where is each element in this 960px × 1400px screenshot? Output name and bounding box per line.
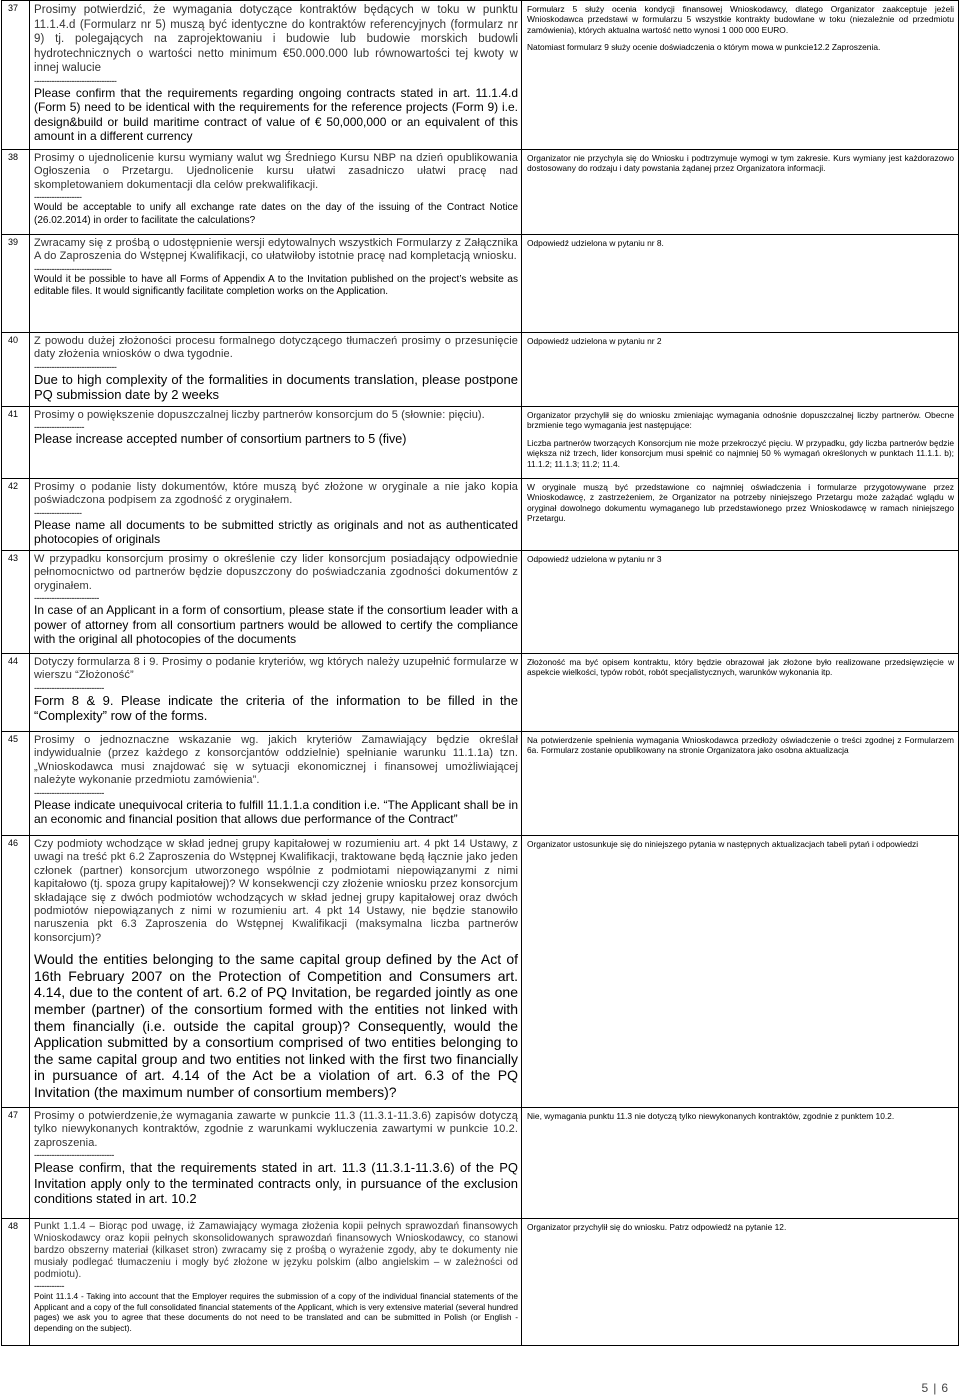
question-polish: Czy podmioty wchodzące w skład jednej grupy kapitałowej w rozumieniu art. 4 pkt 14 Ustawy, z uwagi na treść pkt 6.2 Zaproszenia do Wstępnej Kwalifikacji, traktowane będą łącznie jako jeden członek (partner) konsorcjum utworzonego wspólnie z podmiotami niepowiązanymi z nimi kapitałowo (tj. spoza grupy kapitałowej)? W konsekwencji czy złożenie wniosku przez konsorcjum składające się z dwóch podmiotów wchodzących w skład jednej grupy kapitałowej oraz dwóch podmiotów niepowiązanych z nimi w rozumieniu art. 4 pkt 14 Ustawy, nie będzie stanowiło naruszenia pkt 6.3 Zaproszenia do Wstępnej Kwalifikacji (maksymalna liczba partnerów konsorcjum)? <box>34 838 518 944</box>
separator: ------------ <box>34 1281 64 1292</box>
question-english: In case of an Applicant in a form of consortium, please state if the consortium leader with a power of attorney from all consortium partners would be allowed to certify the compliance with the original all photocopies of the documents <box>34 603 518 647</box>
total-pages: 6 <box>941 1381 948 1395</box>
question-number: 45 <box>2 732 30 836</box>
table-row <box>2 407 959 479</box>
answer-text: Organizator przychylił się do wniosku zmieniając wymagania odnośnie dopuszczalnej liczby partnerów. Obecne brzmienie tego wymagania jest następujące: <box>527 410 954 431</box>
separator: ---------------------------- <box>34 787 104 798</box>
question-polish: Prosimy o podanie listy dokumentów, które muszą być złożone w oryginale a nie jako kopia poświadczona podpisem za zgodność z oryginałem. <box>34 481 518 507</box>
question-english: Due to high complexity of the formalities in documents translation, please postpone PQ submission date by 2 weeks <box>34 371 518 403</box>
question-number: 38 <box>2 150 30 235</box>
question-number: 41 <box>2 407 30 479</box>
question-number: 46 <box>2 836 30 1108</box>
question-number: 48 <box>2 1219 30 1346</box>
question-english: Please indicate unequivocal criteria to fulfill 11.1.1.a condition i.e. “The Applicant shall be in an economic and financial position that allows due performance of the Contract” <box>34 797 518 827</box>
question-english: Please confirm that the requirements regarding ongoing contracts stated in art. 11.1.4.d (Form 5) need to be identical with the requirements for the reference projects (Form 9) i.e. design&build or build maritime contract of value of € 50,000,000 or an equivalent of this amount in a different currency <box>34 85 518 143</box>
separator: -------------------------------- <box>34 1150 114 1161</box>
answer-text: Liczba partnerów tworzących Konsorcjum nie może przekroczyć pięciu. W przypadku, gdy liczba partnerów będzie większa niż trzech, lider konsorcjum musi spełnić co najmniej 50 % wymagań określonych w punktach 11.1.1. b); 11.1.2; 11.1.3; 11.2; 11.4. <box>527 437 954 469</box>
question-polish: Zwracamy się z prośbą o udostępnienie wersji edytowalnych wszystkich Formularzy z Załącznika A do Zaproszenia do Wstępnej Kwalifikacji, co ułatwiłoby istotnie pracę nad kompletacją wniosku. <box>34 237 518 263</box>
question-number: 39 <box>2 235 30 333</box>
question-english: Would the entities belonging to the same capital group defined by the Act of 16th February 2007 on the Protection of Competition and Consumers art. 4.14, due to the content of art. 6.2 of PQ Invitation, be regarded jointly as one member (partner) of the consortium formed with the entities not linked with them financially (i.e. outside the capital group)? Consequently, would the Application submitted by a consortium comprised of two entities belonging to the same capital group and two entities not linked with the first two financially in pursuance of art. 4.14 of the Act be a violation of art. 6.3 of the PQ Invitation (the maximum number of consortium members)? <box>34 951 518 1101</box>
question-polish: Prosimy potwierdzić, że wymagania dotyczące kontraktów będących w toku w punktu 11.1.4.d (Formularz nr 5) muszą być identyczne do kontraktów referencyjnych (formularz nr 9) tj. polegających na zaprojektowaniu i budowie lub budowie morskich budowli hydrotechnicznych o wartości netto minimum €50.000.000 lub równowartości tej kwoty w innej walucie <box>34 4 518 74</box>
table-row <box>2 235 959 333</box>
question-polish: W przypadku konsorcjum prosimy o określenie czy lider konsorcjum posiadający odpowiednie pełnomocnictwo od partnerów będzie dopuszczony do poświadczania zgodności dokumentów z oryginałem. <box>34 553 518 592</box>
table-row <box>2 654 959 732</box>
separator: ------------------- <box>34 192 82 203</box>
question-english: Would be acceptable to unify all exchange rate dates on the day of the issuing of the Contract Notice (26.02.2014) in order to facilitate the calculations? <box>34 202 518 226</box>
question-english: Would it be possible to have all Forms of Appendix A to the Invitation published on the project’s website as editable files. It would significantly facilitate completion works on the Application. <box>34 273 518 298</box>
separator: -------------------- <box>34 422 84 433</box>
question-number: 40 <box>2 333 30 407</box>
separator: --------------------------------- <box>34 75 117 86</box>
question-polish: Dotyczy formularza 8 i 9. Prosimy o podanie kryteriów, wg których należy uzupełnić formularze w wierszu “Złożoność” <box>34 656 518 682</box>
question-polish: Prosimy o potwierdzenie,że wymagania zawarte w punkcie 11.3 (11.3.1-11.3.6) zapisów dotyczą tylko niewykonanych kontraktów, zgodnie z warunkami wykluczenia zawartymi w punkcie 10.2. zaproszenia. <box>34 1110 518 1149</box>
table-row <box>2 150 959 235</box>
separator: ------------------- <box>34 507 82 518</box>
question-polish: Prosimy o powiększenie dopuszczalnej liczby partnerów konsorcjum do 5 (słownie: pięciu). <box>34 409 485 421</box>
answer-text: Odpowiedź udzielona w pytaniu nr 3 <box>527 554 662 565</box>
question-number: 43 <box>2 551 30 654</box>
answer-text: Formularz 5 służy ocenia kondycji finansowej Wnioskodawcy, dlatego Organizator zaakceptuje jeżeli Wnioskodawca przedstawi w formularzu 5 wszystkie kontrakty budowlane w toku (niezależnie od przedmiotu zamówienia), których aktualna wartość netto wynosi 1 000 000 EURO. <box>527 4 954 35</box>
question-polish: Z powodu dużej złożoności procesu formalnego dotyczącego tłumaczeń prosimy o przesunięcie daty złożenia wniosków o dwa tygodnie. <box>34 335 518 361</box>
separator: ------------------------------- <box>34 263 112 274</box>
answer-text: Organizator przychylił się do wniosku. Patrz odpowiedź na pytanie 12. <box>527 1222 787 1233</box>
question-number: 44 <box>2 654 30 732</box>
answer-text: Odpowiedź udzielona w pytaniu nr 2 <box>527 336 662 346</box>
question-polish: Prosimy o ujednolicenie kursu wymiany walut wg Średniego Kursu NBP na dzień opublikowania Ogłoszenia o Przetargu. Ujednolicenie kursu ułatwi zasadniczo ułatwi pracę nad skompletowaniem dokumentacji dla celów prekwalifikacji. <box>34 152 518 191</box>
answer-text: Nie, wymagania punktu 11.3 nie dotyczą tylko niewykonanych kontraktów, zgodnie z punktem 10.2. <box>527 1111 895 1122</box>
separator: ---------------------------- <box>34 682 104 693</box>
question-number: 47 <box>2 1108 30 1219</box>
separator: -------------------------- <box>34 593 99 604</box>
answer-text: Organizator nie przychyla się do Wniosku i podtrzymuje wymogi w tym zakresie. Kurs wymiany jest każdorazowo dostosowany do rodzaju i daty powstania żądanej przez Organizatora informacji. <box>527 153 954 174</box>
answer-text: Natomiast formularz 9 służy ocenie doświadczenia o którym mowa w punkcie12.2 Zaproszenia. <box>527 42 881 53</box>
table-row <box>2 551 959 654</box>
question-english: Please increase accepted number of consortium partners to 5 (five) <box>34 432 407 447</box>
answer-text: Na potwierdzenie spełnienia wymagania Wnioskodawca przedłoży oświadczenie o treści zgodnej z Formularzem 6a. Formularz zostanie opublikowany na stronie Organizatora jako osobna aktualizacja <box>527 735 954 756</box>
table-row <box>2 1219 959 1346</box>
table-row <box>2 1108 959 1219</box>
question-number: 42 <box>2 479 30 551</box>
separator: --------------------------------- <box>34 361 117 372</box>
question-english: Form 8 & 9. Please indicate the criteria of the information to be filled in the “Complexity” row of the forms. <box>34 692 518 724</box>
table-row <box>2 333 959 407</box>
answer-text: Organizator ustosunkuje się do niniejszego pytania w następnych aktualizacjach tabeli pytań i odpowiedzi <box>527 839 919 850</box>
answer-text: Odpowiedź udzielona w pytaniu nr 8. <box>527 238 664 248</box>
table-row <box>2 836 959 1108</box>
question-polish: Prosimy o jednoznaczne wskazanie wg. jakich kryteriów Zamawiający będzie określał indywidualnie (przez każdego z konsorcjantów oddzielnie) spełnianie warunku 11.1.1a) tzn. „Wnioskodawca musi znajdować się w sytuacji ekonomicznej i finansowej umożliwiającej należyte wykonanie przedmiotu zamówienia”. <box>34 734 518 787</box>
question-polish: Punkt 1.1.4 – Biorąc pod uwagę, iż Zamawiający wymaga złożenia kopii pełnych sprawozdań finansowych Wnioskodawcy oraz kopii pełnych skonsolidowanych sprawozdań finansowych Wnioskodawcy, co stanowi bardzo obszerny materiał (kilkaset stron) zwracamy się z prośbą o wyrażenie zgody, aby te dokumenty nie musiały podlegać tłumaczeniu i mogły być złożone w języku polskim (albo angielskim – w zależności od podmiotu). <box>34 1221 518 1281</box>
current-page: 5 <box>921 1381 929 1395</box>
table-row <box>2 1 959 150</box>
page-number: 5 | 6 <box>921 1381 948 1395</box>
question-number: 37 <box>2 1 30 150</box>
question-english: Please confirm, that the requirements stated in art. 11.3 (11.3.1-11.3.6) of the PQ Invitation apply only to the terminated contracts only, in pursuance of the exclusion conditions stated in art. 10.2 <box>34 1160 518 1207</box>
answer-text: Złożoność ma być opisem kontraktu, który będzie obrazował jak złożone było realizowane przedsięwzięcie w aspekcie wielkości, typów robót, robót specjalistycznych, warunków wykonania itp. <box>527 657 954 678</box>
table-row <box>2 732 959 836</box>
table-row <box>2 479 959 551</box>
question-english: Please name all documents to be submitted strictly as originals and not as authenticated photocopies of originals <box>34 517 518 547</box>
qa-table <box>1 0 959 1346</box>
answer-text: W oryginale muszą być przedstawione co najmniej oświadczenia i formularze przygotowywane przez Wnioskodawcę, z zastrzeżeniem, że Organizator na potrzeby niniejszego Przetargu może zażądać wglądu w oryginał dowolnego dokumentu wymaganego lub przedstawionego przez Wnioskodawcę w ramach niniejszego Przetargu. <box>527 482 954 524</box>
question-english: Point 11.1.4 - Taking into account that the Employer requires the submission of a copy of the individual financial statements of the Applicant and a copy of the full consolidated financial statements of the Applicant, which is very extensive material (several hundred pages) we ask you to agree that these documents do not need to be translated and can be submitted in Polish (or English - depending on the subject). <box>34 1291 518 1333</box>
